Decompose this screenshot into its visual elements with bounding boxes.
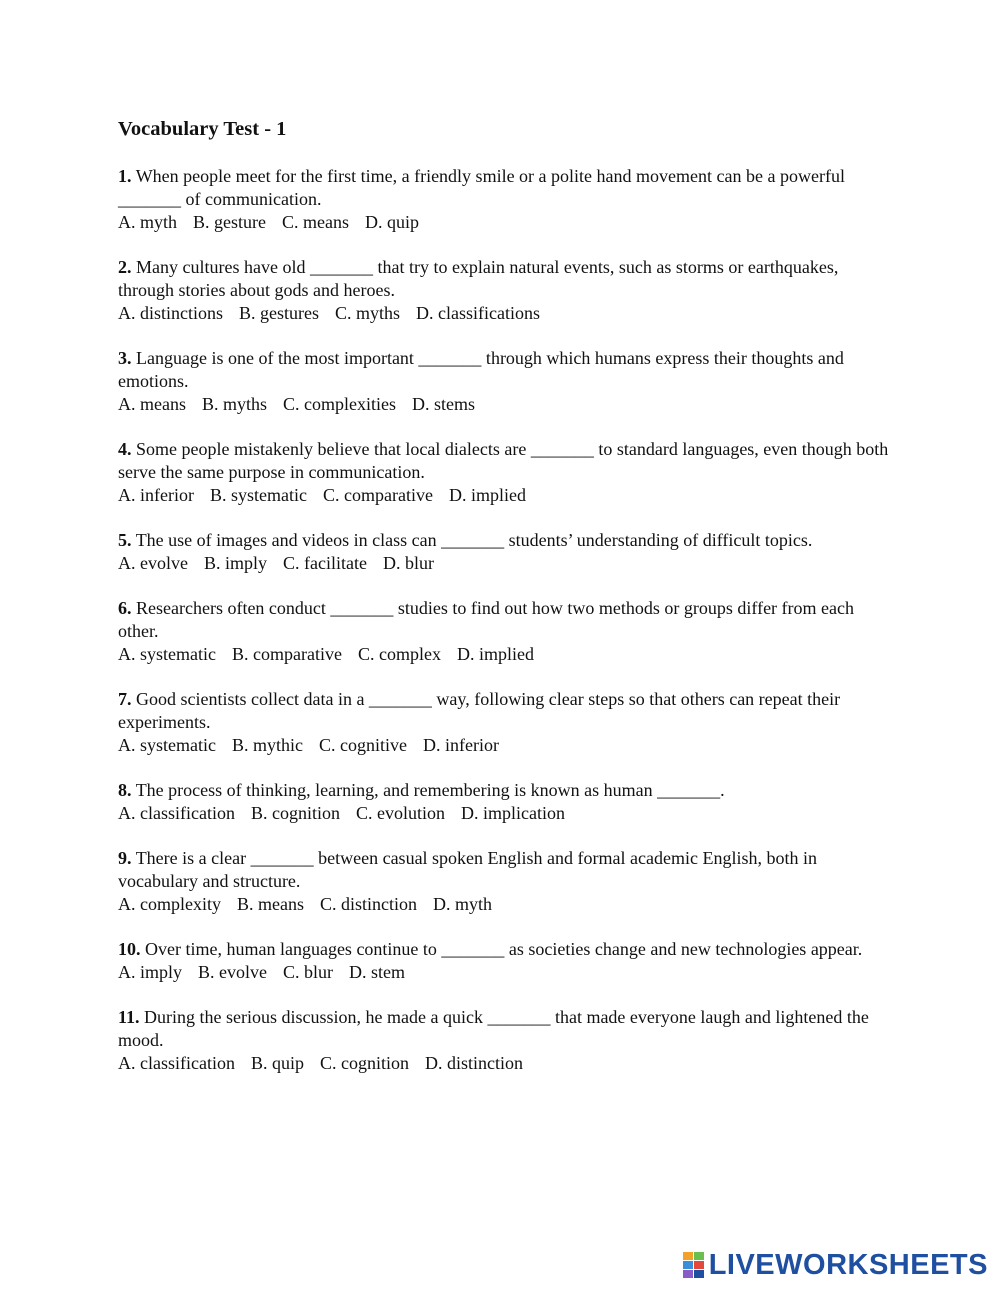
answer-option[interactable]: A. complexity [118, 893, 221, 914]
question-number: 3. [118, 347, 132, 368]
question-stem [118, 779, 898, 802]
answer-option[interactable]: C. means [282, 211, 349, 232]
answer-option[interactable]: C. evolution [355, 802, 445, 823]
answer-option[interactable]: B. imply [203, 552, 267, 573]
answer-option[interactable]: B. quip [250, 1052, 304, 1073]
question-number: 2. [118, 256, 132, 277]
answer-option[interactable]: B. mythic [231, 734, 303, 755]
answer-option[interactable]: D. implied [456, 643, 534, 664]
logo-text: LIVEWORKSHEETS [708, 1249, 988, 1281]
question-number: 10. [118, 938, 141, 959]
answer-option[interactable]: A. imply [118, 961, 183, 982]
question-text: Many cultures have old _______ that try to explain natural events, such as storms or earthquakes, through stories about gods and heroes. [118, 256, 839, 300]
answer-option[interactable]: C. complex [357, 643, 441, 664]
question-number: 7. [118, 688, 132, 709]
answer-option[interactable]: A. means [118, 393, 186, 414]
question-text: Some people mistakenly believe that local dialects are _______ to standard languages, even though both serve the same purpose in communication. [118, 438, 889, 482]
answer-option[interactable]: A. inferior [118, 484, 194, 505]
answer-option[interactable]: A. classification [118, 1052, 235, 1073]
answer-option[interactable]: D. inferior [422, 734, 499, 755]
answer-option[interactable]: C. comparative [322, 484, 433, 505]
question-text: Good scientists collect data in a _______ way, following clear steps so that others can repeat their experiments. [118, 688, 841, 732]
question-stem [118, 938, 898, 961]
question-stem [118, 347, 898, 393]
answer-options [118, 552, 898, 575]
answer-options [118, 484, 898, 507]
answer-option[interactable]: B. evolve [198, 961, 268, 982]
question-item [118, 938, 898, 984]
question-stem [118, 529, 898, 552]
answer-option[interactable]: B. means [236, 893, 304, 914]
answer-option[interactable]: B. gestures [239, 302, 320, 323]
question-text: The process of thinking, learning, and remembering is known as human _______. [135, 779, 725, 800]
answer-option[interactable]: A. distinctions [118, 302, 224, 323]
question-item [118, 1006, 898, 1075]
answer-option[interactable]: A. systematic [118, 734, 216, 755]
answer-options [118, 643, 898, 666]
question-number: 11. [118, 1006, 140, 1027]
question-stem [118, 688, 898, 734]
answer-option[interactable]: C. facilitate [283, 552, 367, 573]
question-text: The use of images and videos in class can _______ students’ understanding of difficult topics. [135, 529, 813, 550]
question-item [118, 529, 898, 575]
answer-option[interactable]: C. distinction [319, 893, 417, 914]
liveworksheets-blocks-icon [683, 1252, 705, 1278]
answer-options [118, 734, 898, 757]
question-number: 5. [118, 529, 132, 550]
answer-option[interactable]: C. cognition [319, 1052, 409, 1073]
answer-options [118, 961, 898, 984]
question-item [118, 438, 898, 507]
answer-option[interactable]: C. myths [335, 302, 401, 323]
answer-option[interactable]: C. cognitive [318, 734, 407, 755]
question-item [118, 779, 898, 825]
question-item [118, 597, 898, 666]
answer-option[interactable]: B. gesture [193, 211, 266, 232]
question-item [118, 256, 898, 325]
answer-options [118, 893, 898, 916]
answer-option[interactable]: D. stem [349, 961, 406, 982]
question-text: There is a clear _______ between casual spoken English and formal academic English, both in vocabulary and structure. [118, 847, 817, 891]
question-text: Researchers often conduct _______ studies to find out how two methods or groups differ from each other. [118, 597, 855, 641]
question-stem [118, 165, 898, 211]
answer-option[interactable]: C. blur [283, 961, 334, 982]
question-list [118, 165, 898, 1075]
answer-option[interactable]: D. classifications [416, 302, 541, 323]
answer-options [118, 302, 898, 325]
question-text: Language is one of the most important _______ through which humans express their thoughts and emotions. [118, 347, 844, 391]
answer-option[interactable]: A. myth [118, 211, 178, 232]
question-text: During the serious discussion, he made a quick _______ that made everyone laugh and lightened the mood. [118, 1006, 869, 1050]
answer-option[interactable]: D. quip [365, 211, 419, 232]
question-text: When people meet for the first time, a friendly smile or a polite hand movement can be a powerful _______ of communication. [118, 165, 845, 209]
answer-option[interactable]: C. complexities [283, 393, 396, 414]
page-title: Vocabulary Test - 1 [118, 118, 287, 140]
question-number: 6. [118, 597, 132, 618]
answer-options [118, 802, 898, 825]
question-item [118, 847, 898, 916]
answer-option[interactable]: A. systematic [118, 643, 216, 664]
answer-option[interactable]: A. evolve [118, 552, 188, 573]
answer-options [118, 1052, 898, 1075]
liveworksheets-logo [683, 1250, 988, 1280]
worksheet-page [118, 116, 898, 1097]
answer-option[interactable]: D. distinction [424, 1052, 523, 1073]
question-stem [118, 847, 898, 893]
question-text: Over time, human languages continue to _______ as societies change and new technologies appear. [145, 938, 863, 959]
question-item [118, 165, 898, 234]
question-stem [118, 597, 898, 643]
question-number: 8. [118, 779, 132, 800]
question-number: 1. [118, 165, 132, 186]
answer-option[interactable]: D. stems [411, 393, 475, 414]
question-stem [118, 256, 898, 302]
question-stem [118, 438, 898, 484]
answer-option[interactable]: B. cognition [250, 802, 340, 823]
answer-option[interactable]: B. myths [201, 393, 267, 414]
question-item [118, 347, 898, 416]
answer-options [118, 211, 898, 234]
answer-options [118, 393, 898, 416]
answer-option[interactable]: D. implication [460, 802, 565, 823]
answer-option[interactable]: D. myth [433, 893, 493, 914]
question-stem [118, 1006, 898, 1052]
answer-option[interactable]: B. comparative [231, 643, 342, 664]
answer-option[interactable]: B. systematic [209, 484, 307, 505]
answer-option[interactable]: A. classification [118, 802, 235, 823]
question-item [118, 688, 898, 757]
question-number: 9. [118, 847, 132, 868]
question-number: 4. [118, 438, 132, 459]
answer-option[interactable]: D. blur [382, 552, 434, 573]
answer-option[interactable]: D. implied [448, 484, 526, 505]
